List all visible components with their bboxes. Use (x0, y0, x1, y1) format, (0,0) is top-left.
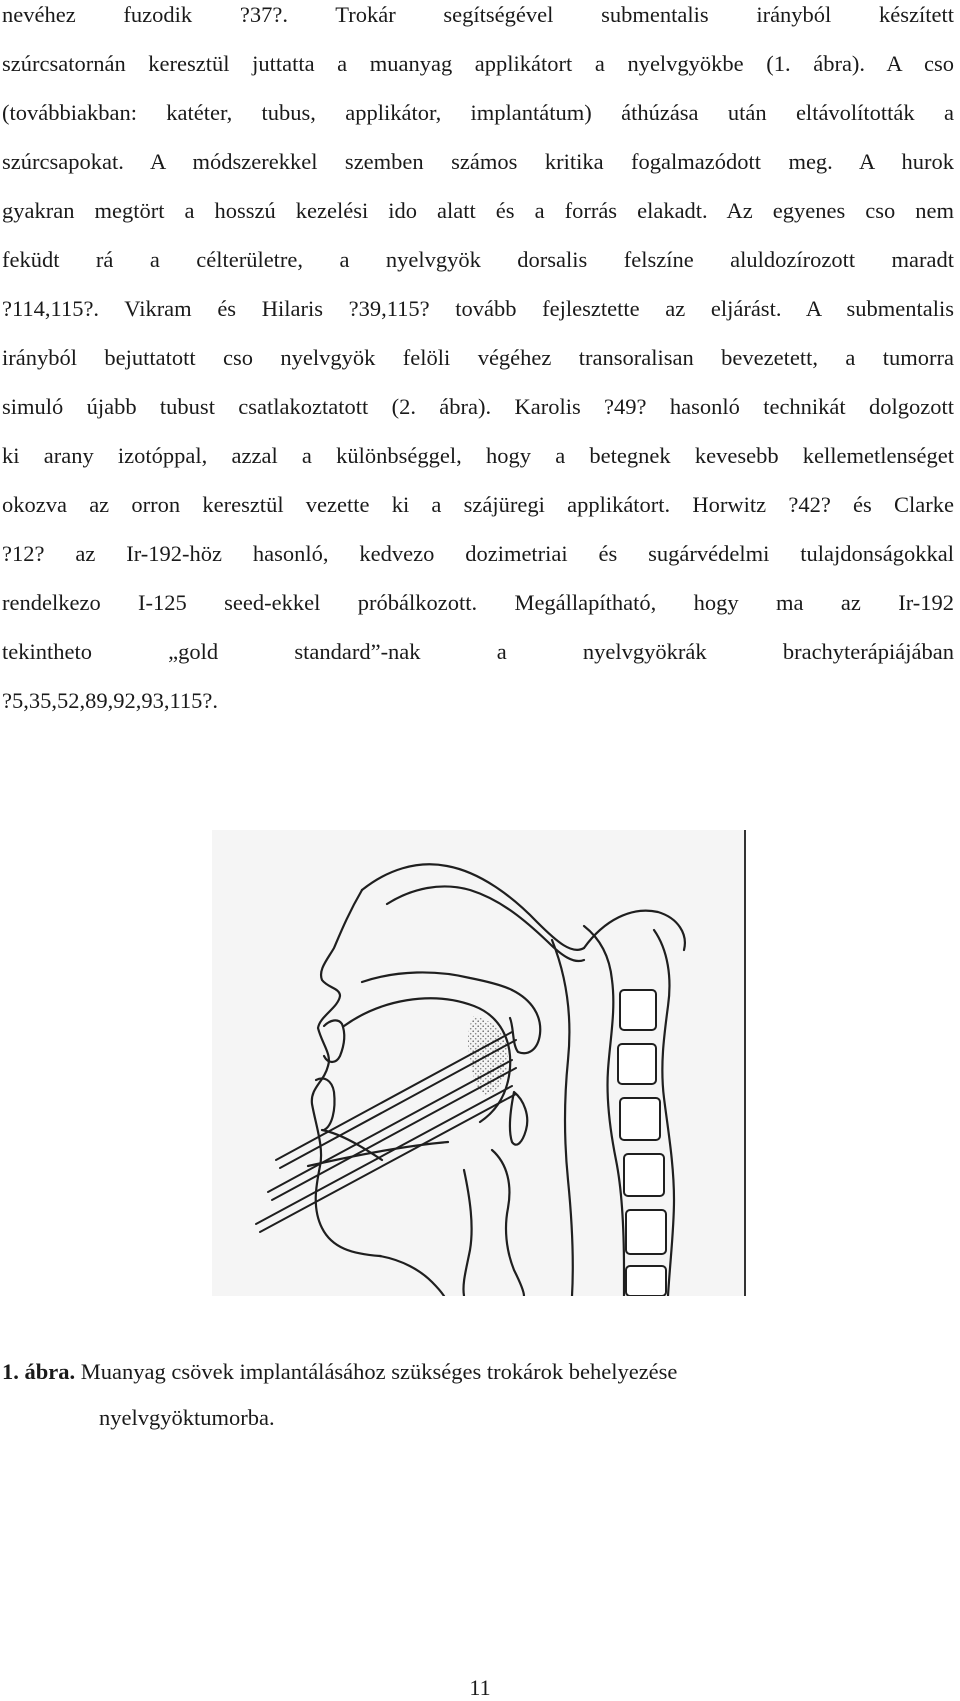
text-line: simuló újabb tubust csatlakoztatott (2. ábra). Karolis ?49? hasonló technikát dolgozott (2, 394, 954, 419)
text-line: ?114,115?. Vikram és Hilaris ?39,115? tovább fejlesztette az eljárást. A submentalis (2, 296, 954, 321)
figure-1-illustration (212, 830, 748, 1296)
caption-line-1 (2, 1357, 882, 1403)
text-line: szúrcsatornán keresztül juttatta a muanyag applikátort a nyelvgyökbe (1. ábra). A cso (2, 51, 954, 76)
body-text (2, 0, 954, 735)
caption-text: Muanyag csövek implantálásához szükséges trokárok behelyezése (75, 1359, 678, 1384)
text-line: ki arany izotóppal, azzal a különbséggel, hogy a betegnek kevesebb kellemetlenséget (2, 443, 954, 468)
text-line: tekintheto „gold standard”-nak a nyelvgyökrák brachyterápiájában (2, 639, 954, 664)
text-line: ?12? az Ir-192-höz hasonló, kedvezo dozimetriai és sugárvédelmi tulajdonságokkal (2, 541, 954, 566)
text-line: okozva az orron keresztül vezette ki a szájüregi applikátort. Horwitz ?42? és Clarke (2, 492, 954, 517)
text-line: irányból bejuttatott cso nyelvgyök felöli végéhez transoralisan bevezetett, a tumorra (2, 345, 954, 370)
text-line: nevéhez fuzodik ?37?. Trokár segítségével submentalis irányból készített (2, 2, 954, 27)
text-line: szúrcsapokat. A módszerekkel szemben számos kritika fogalmazódott meg. A hurok (2, 149, 954, 174)
caption-label: 1. ábra. (2, 1359, 76, 1384)
head-neck-sagittal-drawing (212, 830, 748, 1296)
figure-caption (2, 1357, 882, 1433)
page-number: 11 (469, 1675, 491, 1700)
text-line: ?5,35,52,89,92,93,115?. (2, 688, 219, 713)
caption-line-2: nyelvgyöktumorba. (99, 1405, 275, 1430)
text-line: (továbbiakban: katéter, tubus, applikátor, implantátum) áthúzása után eltávolították a (2, 100, 954, 125)
text-line: gyakran megtört a hosszú kezelési ido alatt és a forrás elakadt. Az egyenes cso nem (2, 198, 954, 223)
text-line: rendelkezo I-125 seed-ekkel próbálkozott. Megállapítható, hogy ma az Ir-192 (2, 590, 954, 615)
text-line: feküdt rá a célterületre, a nyelvgyök dorsalis felszíne aluldozírozott maradt (2, 247, 954, 272)
